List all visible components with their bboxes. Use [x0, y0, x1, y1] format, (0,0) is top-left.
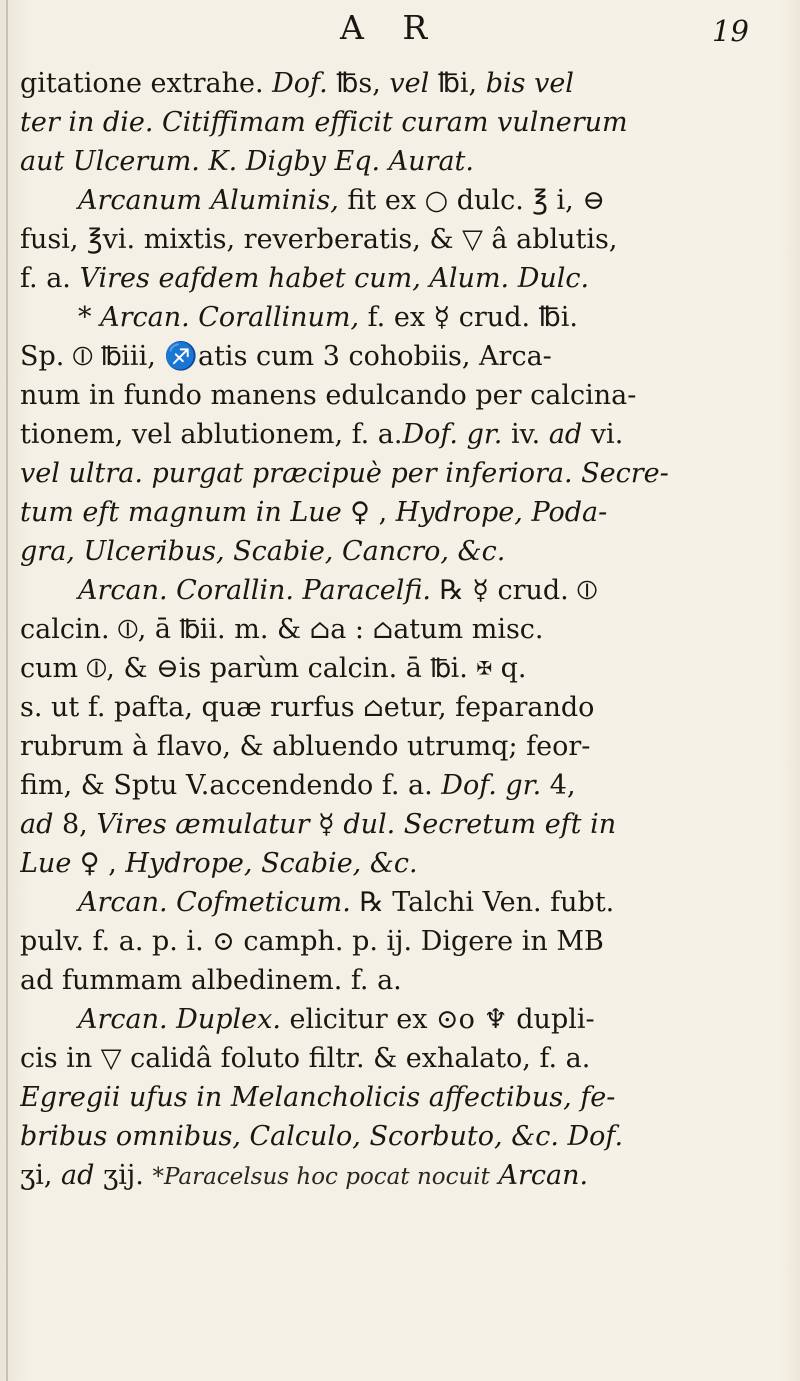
text-line — [20, 337, 790, 376]
binding-gutter — [6, 0, 8, 1381]
text-line — [20, 376, 790, 415]
text-segment: Egregii ufus in Melancholicis affectibus, fe- — [20, 1082, 616, 1113]
body-text — [20, 64, 790, 1195]
text-line — [20, 805, 790, 844]
text-segment: gitatione extrahe. — [20, 68, 273, 99]
text-segment: ℞ ☿ crud. ⦶ — [430, 575, 597, 606]
text-line — [20, 727, 790, 766]
text-line — [20, 1156, 790, 1195]
text-segment: ad — [20, 809, 54, 840]
text-segment: ad fummam albedinem. f. a. — [20, 965, 402, 996]
text-segment: ♀ , — [71, 848, 126, 879]
text-segment: rubrum à flavo, & abluendo utrumq; feor- — [20, 731, 591, 762]
text-segment: ad — [548, 419, 583, 450]
text-segment: vi. — [582, 419, 624, 450]
text-segment: 8, — [53, 809, 97, 840]
text-segment: ℞ Talchi Ven. fubt. — [350, 887, 615, 918]
text-segment: * — [78, 302, 101, 333]
text-line — [20, 1000, 790, 1039]
text-segment: gra, Ulceribus, Scabie, Cancro, &c. — [20, 536, 506, 567]
text-segment: aut Ulcerum. K. Digby Eq. Aurat. — [20, 146, 474, 177]
text-segment: Dof. — [272, 68, 328, 99]
text-line — [20, 883, 790, 922]
text-line — [20, 142, 790, 181]
text-segment: ʒij. — [94, 1160, 153, 1191]
text-segment: dul. Secretum eft in — [343, 809, 617, 840]
text-segment: Arcanum Aluminis, — [78, 185, 339, 216]
text-segment: iv. — [502, 419, 549, 450]
text-segment: fim, & Sptu V.accendendo f. a. — [20, 770, 442, 801]
text-line — [20, 649, 790, 688]
text-line — [20, 688, 790, 727]
text-line — [20, 1078, 790, 1117]
text-line — [20, 571, 790, 610]
text-segment: Arcan. — [498, 1160, 589, 1191]
text-segment: Lue — [20, 848, 72, 879]
text-line — [20, 103, 790, 142]
running-head: A R — [340, 8, 442, 47]
text-segment: Arcan. Cofmeticum. — [78, 887, 351, 918]
text-segment: fusi, ℥vi. mixtis, reverberatis, & ▽ â ablutis, — [20, 224, 618, 255]
text-segment — [490, 1160, 499, 1191]
text-segment: cum ⦶, & ⊖is parùm calcin. ā ℔i. ✠ q. — [20, 653, 527, 684]
handwritten-note: *Paracelsus hoc pocat nocuit — [152, 1164, 490, 1190]
text-segment: Vires æmulatur — [96, 809, 310, 840]
text-segment: elicitur ex ⊙o ♆ dupli- — [280, 1004, 595, 1035]
text-segment: bribus omnibus, Calculo, Scorbuto, &c. Dof. — [20, 1121, 624, 1152]
text-segment: Hydrope, Scabie, &c. — [125, 848, 418, 879]
text-segment: Arcan. Duplex. — [78, 1004, 281, 1035]
text-segment: ter in die. Citiffimam efficit curam vulnerum — [20, 107, 628, 138]
text-line — [20, 961, 790, 1000]
page-number: 19 — [712, 14, 749, 48]
text-line — [20, 532, 790, 571]
text-line — [20, 493, 790, 532]
text-segment: ʒi, — [20, 1160, 62, 1191]
text-line — [20, 220, 790, 259]
text-segment: ☿ — [309, 809, 344, 840]
text-segment: bis vel — [485, 68, 574, 99]
text-line — [20, 415, 790, 454]
text-segment: s. ut f. pafta, quæ rurfus ⌂etur, feparando — [20, 692, 595, 723]
text-segment: cis in ▽ calidâ foluto filtr. & exhalato, f. a. — [20, 1043, 591, 1074]
page-header — [0, 8, 800, 52]
text-line — [20, 844, 790, 883]
text-segment: Dof. gr. — [402, 419, 503, 450]
text-segment: ♀ , — [341, 497, 396, 528]
text-segment: f. a. — [20, 263, 80, 294]
text-line — [20, 766, 790, 805]
text-line — [20, 64, 790, 103]
text-segment: calcin. ⦶, ā ℔ii. m. & ⌂a : ⌂atum misc. — [20, 614, 544, 645]
text-line — [20, 922, 790, 961]
text-segment: tum eft magnum in Lue — [20, 497, 342, 528]
text-segment: 4, — [541, 770, 576, 801]
text-segment: ℔s, — [327, 68, 390, 99]
text-segment: ad — [61, 1160, 95, 1191]
text-line — [20, 454, 790, 493]
text-line — [20, 1117, 790, 1156]
text-segment: vel — [389, 68, 430, 99]
text-segment: Dof. gr. — [441, 770, 542, 801]
text-segment: fit ex ○ dulc. ℥ i, ⊖ — [338, 185, 605, 216]
text-line — [20, 181, 790, 220]
text-line — [20, 1039, 790, 1078]
text-segment: f. ex ☿ crud. ℔i. — [359, 302, 578, 333]
text-segment: num in fundo manens edulcando per calcina- — [20, 380, 637, 411]
text-segment: Vires eafdem habet cum, Alum. Dulc. — [79, 263, 590, 294]
text-segment: pulv. f. a. p. i. ⊙ camph. p. ij. Digere in MB — [20, 926, 604, 957]
text-segment: ℔i, — [429, 68, 486, 99]
text-segment: Arcan. Corallinum, — [100, 302, 360, 333]
text-line — [20, 610, 790, 649]
text-line — [20, 259, 790, 298]
text-segment: vel ultra. purgat præcipuè per inferiora. Secre- — [20, 458, 669, 489]
text-line — [20, 298, 790, 337]
text-segment: Hydrope, Poda- — [395, 497, 608, 528]
text-segment: Arcan. Corallin. Paracelfi. — [78, 575, 431, 606]
text-segment: tionem, vel ablutionem, f. a. — [20, 419, 403, 450]
text-segment: Sp. ⦶ ℔iii, ♐atis cum 3 cohobiis, Arca- — [20, 341, 552, 372]
